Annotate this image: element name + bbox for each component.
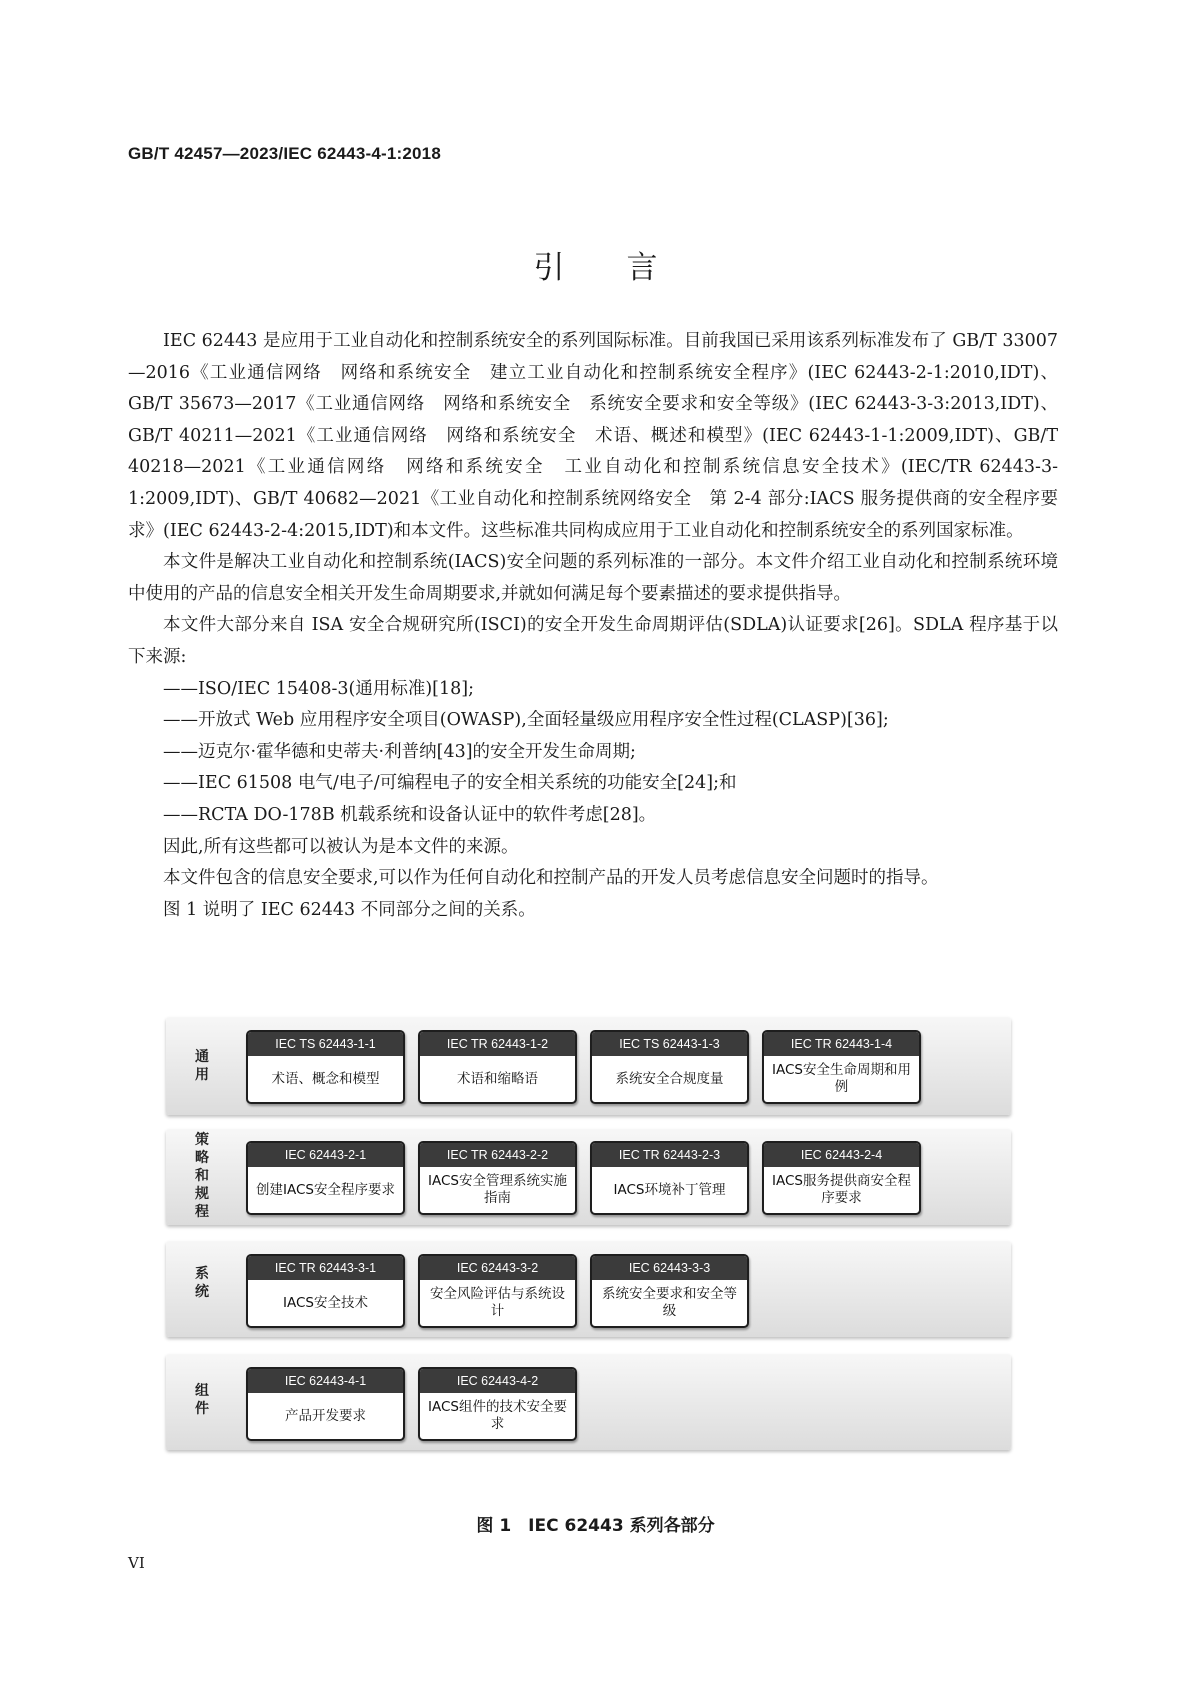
- figure-caption: 图 1 IEC 62443 系列各部分: [476, 1516, 715, 1536]
- part-code: IEC 62443-4-2: [420, 1369, 575, 1393]
- part-code: IEC TR 62443-1-4: [764, 1032, 919, 1056]
- part-code: IEC TS 62443-1-3: [592, 1032, 747, 1056]
- part-name: 术语、概念和模型: [271, 1070, 380, 1087]
- band-general: [166, 1017, 1011, 1115]
- band-label-policies-procedures: 策 略 和 规 程: [195, 1132, 209, 1220]
- part-box: [246, 1254, 405, 1328]
- part-box: [246, 1367, 405, 1441]
- section-title: 引言: [533, 250, 720, 286]
- band-policies-procedures: [166, 1129, 1011, 1225]
- part-name: 术语和缩略语: [457, 1070, 538, 1087]
- band-label-component: 组 件: [195, 1383, 209, 1417]
- part-box: [418, 1254, 577, 1328]
- part-name: IACS安全管理系统实施指南: [428, 1173, 567, 1206]
- introduction-body: [128, 326, 1058, 926]
- part-name: 创建IACS安全程序要求: [256, 1181, 395, 1198]
- source-item: ——ISO/IEC 15408-3(通用标准)[18];: [163, 678, 474, 699]
- part-box: [418, 1030, 577, 1104]
- part-code: IEC TR 62443-2-3: [592, 1143, 747, 1167]
- source-item: ——开放式 Web 应用程序安全项目(OWASP),全面轻量级应用程序安全性过程(CLASP)[36];: [163, 710, 889, 731]
- part-code: IEC 62443-4-1: [248, 1369, 403, 1393]
- band-system: [166, 1241, 1011, 1337]
- part-box: [590, 1254, 749, 1328]
- source-item: ——IEC 61508 电气/电子/可编程电子的安全相关系统的功能安全[24];和: [163, 773, 737, 794]
- standard-number-header: GB/T 42457—2023/IEC 62443-4-1:2018: [128, 144, 441, 163]
- band-label-general: 通 用: [195, 1049, 209, 1083]
- part-code: IEC TR 62443-1-2: [420, 1032, 575, 1056]
- page-number: VI: [128, 1554, 145, 1572]
- part-name: 系统安全合规度量: [615, 1070, 724, 1087]
- band-label-system: 系 统: [195, 1266, 209, 1300]
- part-box: [590, 1141, 749, 1215]
- part-name: IACS环境补丁管理: [613, 1181, 726, 1198]
- band-component: [166, 1354, 1011, 1450]
- part-name: IACS组件的技术安全要求: [428, 1399, 567, 1432]
- paragraph-figure-reference: 图 1 说明了 IEC 62443 不同部分之间的关系。: [163, 899, 536, 920]
- part-box: [246, 1141, 405, 1215]
- source-item: ——RCTA DO-178B 机载系统和设备认证中的软件考虑[28]。: [163, 804, 657, 825]
- part-name: IACS服务提供商安全程序要求: [772, 1173, 911, 1206]
- part-box: [762, 1030, 921, 1104]
- part-name: IACS安全生命周期和用例: [772, 1062, 911, 1095]
- paragraph-series-overview: IEC 62443 是应用于工业自动化和控制系统安全的系列国际标准。目前我国已采用该系列标准发布了 GB/T 33007—2016《工业通信网络 网络和系统安全 建立工业自动化和控制系统安全程序》(IEC 62443-2-1:2010,IDT)、GB/T 35673—2017《工业通信网络 网络和系统安全 系统安全要求和安全等级》(IEC 62443-3-3:2013,IDT)、GB/T 40211—2021《工业通信网络 网络和系统安全 术语、概述和模型》(IEC 62443-1-1:2009,IDT)、GB/T 40218—2021《工业通信网络 网络和系统安全 工业自动化和控制系统信息安全技术》(IEC/TR 62443-3-1:2009,IDT)、GB/T 40682—2021《工业自动化和控制系统网络安全 第 2-4 部分:IACS 服务提供商的安全程序要求》(IEC 62443-2-4:2015,IDT)和本文件。这些标准共同构成应用于工业自动化和控制系统安全的系列国家标准。: [128, 331, 1058, 541]
- part-box: [590, 1030, 749, 1104]
- source-item: ——迈克尔·霍华德和史蒂夫·利普纳[43]的安全开发生命周期;: [163, 741, 636, 762]
- paragraph-sdla-origin: 本文件大部分来自 ISA 安全合规研究所(ISCI)的安全开发生命周期评估(SDLA)认证要求[26]。SDLA 程序基于以下来源:: [128, 615, 1058, 667]
- paragraph-guidance: 本文件包含的信息安全要求,可以作为任何自动化和控制产品的开发人员考虑信息安全问题时的指导。: [163, 868, 939, 889]
- part-box: [418, 1141, 577, 1215]
- part-name: 系统安全要求和安全等级: [602, 1286, 737, 1319]
- paragraph-document-scope: 本文件是解决工业自动化和控制系统(IACS)安全问题的系列标准的一部分。本文件介绍工业自动化和控制系统环境中使用的产品的信息安全相关开发生命周期要求,并就如何满足每个要素描述的要求提供指导。: [128, 552, 1058, 604]
- part-code: IEC TS 62443-1-1: [248, 1032, 403, 1056]
- part-name: 产品开发要求: [285, 1407, 366, 1424]
- part-code: IEC 62443-2-4: [764, 1143, 919, 1167]
- part-box: [418, 1367, 577, 1441]
- part-code: IEC 62443-3-2: [420, 1256, 575, 1280]
- part-box: [246, 1030, 405, 1104]
- part-code: IEC 62443-3-3: [592, 1256, 747, 1280]
- part-code: IEC TR 62443-3-1: [248, 1256, 403, 1280]
- part-name: IACS安全技术: [283, 1294, 368, 1311]
- part-code: IEC TR 62443-2-2: [420, 1143, 575, 1167]
- part-name: 安全风险评估与系统设计: [430, 1286, 565, 1319]
- part-box: [762, 1141, 921, 1215]
- part-code: IEC 62443-2-1: [248, 1143, 403, 1167]
- paragraph-sources-conclusion: 因此,所有这些都可以被认为是本文件的来源。: [163, 836, 519, 857]
